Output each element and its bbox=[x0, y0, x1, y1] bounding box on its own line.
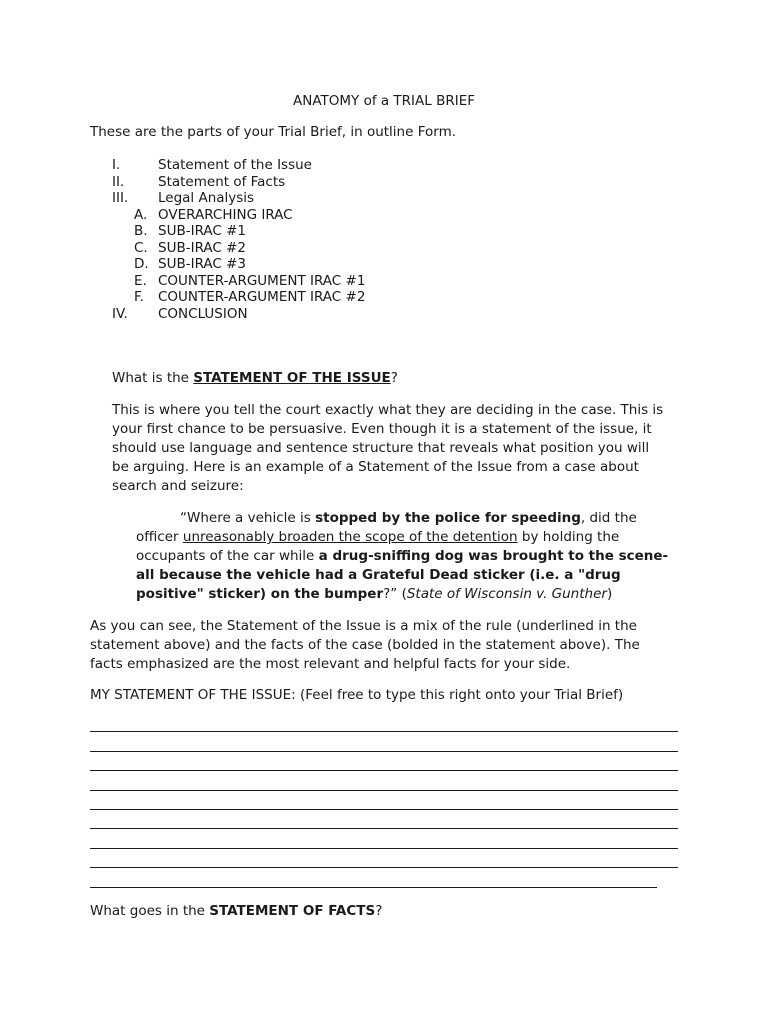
outline-item bbox=[112, 174, 365, 191]
outline-letter: B. bbox=[134, 223, 148, 239]
question-text: What is the bbox=[112, 370, 194, 386]
quote-text: “Where a vehicle is bbox=[180, 510, 316, 526]
question-text: What goes in the bbox=[90, 903, 210, 919]
question-statement-of-facts bbox=[90, 903, 382, 919]
question-mark: ? bbox=[390, 370, 398, 386]
my-statement-prompt: MY STATEMENT OF THE ISSUE: (Feel free to type this right onto your Trial Brief) bbox=[90, 687, 624, 703]
explanation-paragraph: This is where you tell the court exactly what they are deciding in the case. This is your first chance to be persuasive. Even though it is a statement of the issue, it should use language and sentence structure that reveals what position you will be arguing. Here is an example of a Statement of the Issue from a case about search and seizure: bbox=[112, 402, 664, 494]
outline-sublabel: SUB-IRAC #3 bbox=[158, 256, 247, 272]
outline-subitem bbox=[112, 207, 365, 224]
outline-letter: E. bbox=[134, 272, 147, 289]
outline-sublabel: COUNTER-ARGUMENT IRAC #1 bbox=[158, 272, 366, 289]
quote-text: by holding the occupants of the car while bbox=[136, 529, 620, 564]
outline-number: I. bbox=[112, 157, 121, 173]
outline-sublabel: COUNTER-ARGUMENT IRAC #2 bbox=[158, 289, 366, 305]
question-statement-of-issue bbox=[112, 370, 398, 386]
quote-text: ) bbox=[606, 586, 613, 602]
outline-subitem bbox=[112, 289, 365, 306]
outline-item bbox=[112, 306, 365, 323]
quote-fact: stopped by the police for speeding bbox=[315, 510, 581, 526]
outline-letter: A. bbox=[134, 206, 148, 223]
outline-number: III. bbox=[112, 190, 129, 206]
outline-label: Statement of Facts bbox=[158, 173, 286, 190]
outline-subitem bbox=[112, 223, 365, 240]
outline-sublabel: SUB-IRAC #2 bbox=[158, 239, 247, 256]
quote-text: , did the officer bbox=[136, 510, 637, 545]
outline-item bbox=[112, 157, 365, 174]
example-quote bbox=[136, 509, 676, 604]
outline-letter: D. bbox=[134, 256, 149, 272]
quote-fact: a drug-sniffing dog was brought to the scene- all because the vehicle had a Grateful Dead sticker (i.e. a "drug positive" sticker) on the bumper bbox=[136, 548, 669, 602]
outline-item bbox=[112, 190, 365, 207]
outline-list bbox=[112, 157, 365, 322]
outline-label: Legal Analysis bbox=[158, 190, 255, 206]
outline-subitem bbox=[112, 240, 365, 257]
outline-label: Statement of the Issue bbox=[158, 157, 312, 173]
outline-label: CONCLUSION bbox=[158, 305, 248, 322]
outline-letter: F. bbox=[134, 289, 144, 305]
outline-sublabel: OVERARCHING IRAC bbox=[158, 206, 293, 223]
outline-letter: C. bbox=[134, 239, 148, 256]
outline-number: II. bbox=[112, 173, 125, 190]
quote-citation: State of Wisconsin v. Gunther bbox=[406, 586, 607, 602]
question-mark: ? bbox=[375, 903, 383, 919]
outline-sublabel: SUB-IRAC #1 bbox=[158, 223, 247, 239]
page-title: ANATOMY of a TRIAL BRIEF bbox=[292, 93, 476, 109]
quote-text: ?” ( bbox=[383, 586, 407, 602]
intro-text: These are the parts of your Trial Brief, in outline Form. bbox=[90, 124, 457, 140]
summary-paragraph: As you can see, the Statement of the Issue is a mix of the rule (underlined in the statement above) and the facts of the case (bolded in the statement above). The facts emphasized are the most relevant and helpful facts for your side. bbox=[90, 618, 640, 672]
question-keyword: STATEMENT OF THE ISSUE bbox=[193, 370, 391, 386]
outline-number: IV. bbox=[112, 305, 128, 322]
outline-subitem bbox=[112, 256, 365, 273]
outline-subitem bbox=[112, 273, 365, 290]
question-keyword: STATEMENT OF FACTS bbox=[209, 903, 376, 919]
quote-rule: unreasonably broaden the scope of the detention bbox=[182, 529, 518, 545]
